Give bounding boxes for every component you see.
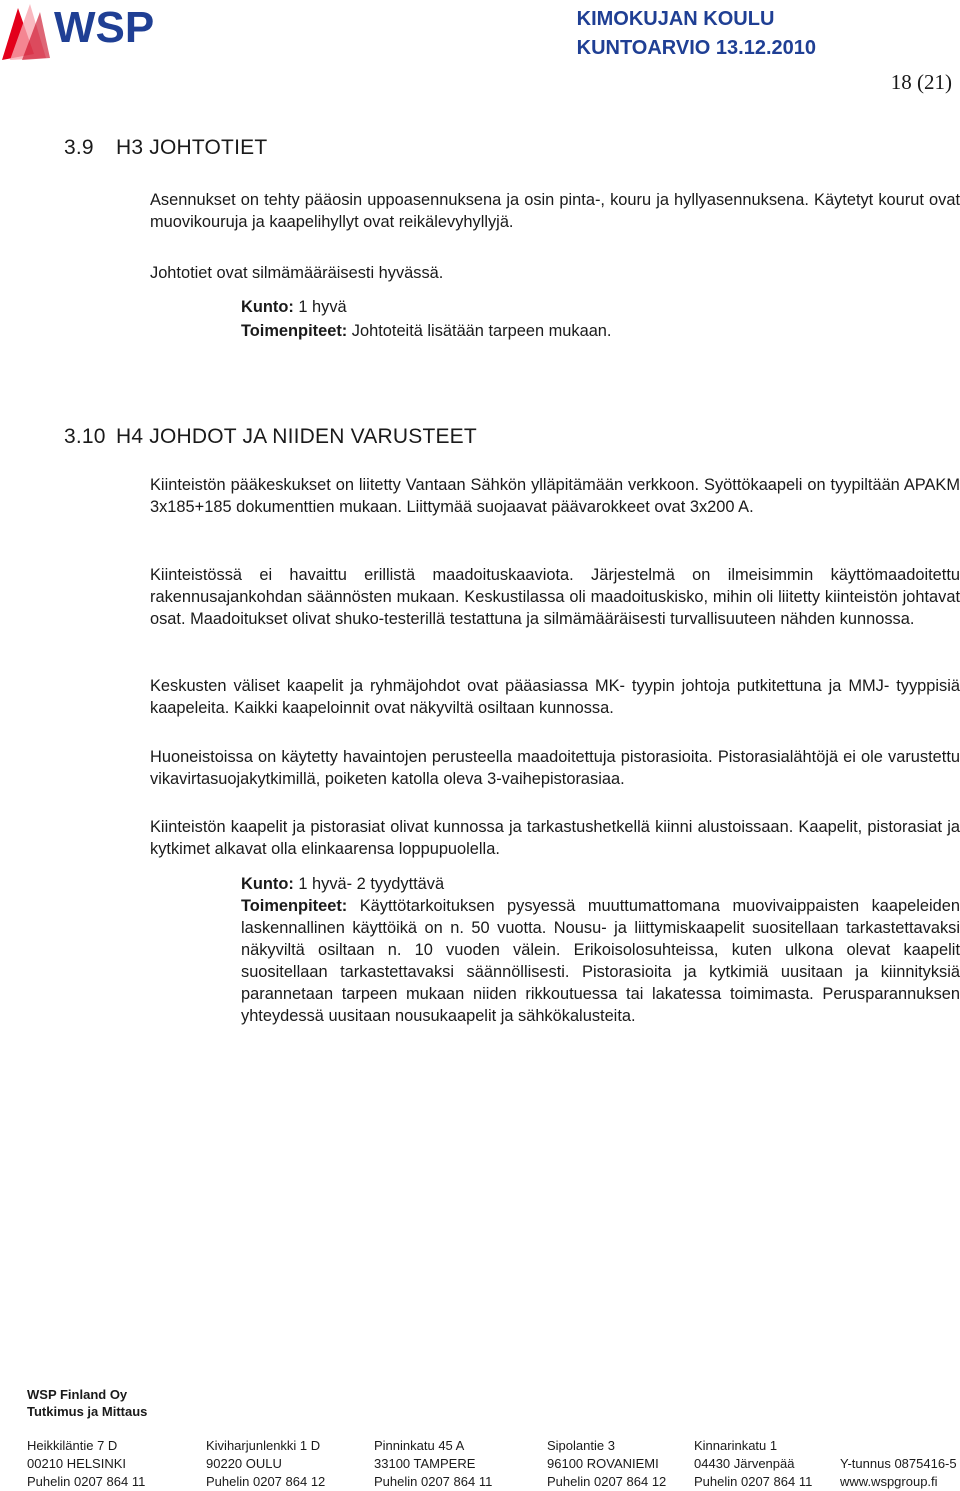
section-number: 3.9 [64, 136, 94, 159]
footer-line: 04430 Järvenpää [694, 1456, 795, 1471]
section-title: H3 JOHTOTIET [116, 136, 268, 159]
section-heading-3-9 [64, 136, 267, 160]
footer-company-name: WSP Finland Oy [27, 1387, 128, 1402]
footer-address-rovaniemi [547, 1437, 666, 1491]
footer-line: Kinnarinkatu 1 [694, 1438, 778, 1453]
footer-line: Sipolantie 3 [547, 1438, 615, 1453]
footer-address-oulu [206, 1437, 325, 1491]
wsp-logo-icon [0, 0, 200, 62]
footer-address-helsinki [27, 1437, 145, 1491]
header-title-line1: KIMOKUJAN KOULU [576, 8, 775, 30]
footer-line: Puhelin 0207 864 11 [694, 1474, 813, 1489]
kunto-value: 1 hyvä [293, 298, 347, 316]
footer-line: 90220 OULU [206, 1456, 282, 1471]
footer-line: Puhelin 0207 864 12 [547, 1474, 667, 1489]
footer-line: Puhelin 0207 864 11 [27, 1474, 146, 1489]
toimenpiteet-value: Johtoteitä lisätään tarpeen mukaan. [347, 322, 612, 340]
section-number: 3.10 [64, 425, 106, 448]
footer-company-info [840, 1437, 957, 1491]
footer-line: Pinninkatu 45 A [374, 1438, 465, 1453]
footer-line: 00210 HELSINKI [27, 1456, 127, 1471]
section-heading-3-10 [64, 425, 477, 449]
footer-business-id: Y-tunnus 0875416-5 [840, 1456, 957, 1471]
footer-company [27, 1386, 147, 1420]
document-header-title [577, 5, 816, 63]
toimenpiteet-label: Toimenpiteet: [241, 897, 348, 915]
footer-division: Tutkimus ja Mittaus [27, 1404, 148, 1419]
header-title-line2: KUNTOARVIO 13.12.2010 [576, 37, 816, 59]
footer-line: Puhelin 0207 864 11 [374, 1474, 493, 1489]
paragraph: Kiinteistön pääkeskukset on liitetty Vantaan Sähkön ylläpitämään verkkoon. Syöttökaapeli on tyypiltään APAKM 3x185+185 dokumenttien mukaan. Liittymää suojaavat päävarokkeet ovat 3x200 A. [150, 476, 960, 516]
toimenpiteet-label: Toimenpiteet: [241, 322, 348, 340]
toimenpiteet-value: Käyttötarkoituksen pysyessä muuttumattomana muovivaippaisten kaapeleiden laskennallinen käyttöikä on n. 50 vuotta. Nousu- ja liittymiskaapelit suositellaan tarkastettavaksi näkyviltä osiltaan n. 10 vuoden välein. Erikoisolosuhteissa, kuten ulkona olevat kaapelit suositellaan tarkastettavaksi säännöllisesti. Pistorasioita ja kytkimiä uusitaan ja kiinnityksiä parannetaan tarpeen mukaan niiden rikkoutuessa tai lakatessa toimimasta. Perusparannuksen yhteydessä uusitaan nousukaapelit ja sähkökalusteita. [241, 897, 960, 1025]
footer-line: Heikkiläntie 7 D [27, 1438, 118, 1453]
svg-text:WSP: WSP [54, 3, 155, 52]
footer-line: 96100 ROVANIEMI [547, 1456, 659, 1471]
section-title: H4 JOHDOT JA NIIDEN VARUSTEET [116, 425, 477, 448]
paragraph: Johtotiet ovat silmämääräisesti hyvässä. [150, 264, 444, 282]
paragraph: Kiinteistön kaapelit ja pistorasiat olivat kunnossa ja tarkastushetkellä kiinni alustoissaan. Kaapelit, pistorasiat ja kytkimet alkavat olla elinkaarensa loppupuolella. [150, 818, 960, 858]
actions-paragraph [241, 895, 960, 1027]
paragraph: Kiinteistössä ei havaittu erillistä maadoituskaaviota. Järjestelmä on ilmeisimmin käyttömaadoitettu rakennusajankohdan säännösten mukaan. Keskustilassa oli maadoituskisko, mihin oli liitetty kiinteistön johtavat osat. Maadoitukset olivat shuko-testerillä testattuna ja silmämääräisesti turvallisuuteen nähden kunnossa. [150, 566, 960, 628]
footer-line: Puhelin 0207 864 12 [206, 1474, 326, 1489]
footer-line: Kiviharjunlenkki 1 D [206, 1438, 321, 1453]
footer-website-link[interactable]: www.wspgroup.fi [840, 1474, 938, 1489]
footer-address-tampere [374, 1437, 492, 1491]
wsp-logo [0, 0, 200, 62]
actions-line [241, 320, 960, 342]
condition-line [241, 296, 960, 318]
kunto-label: Kunto: [241, 298, 294, 316]
paragraph: Asennukset on tehty pääosin uppoasennuksena ja osin pinta-, kouru ja hyllyasennuksena. Käytetyt kourut ovat muovikouruja ja kaapelihyllyt ovat reikälevyhyllyjä. [150, 191, 960, 231]
footer-line [840, 1437, 957, 1455]
kunto-label: Kunto: [241, 875, 294, 893]
page-number: 18 (21) [890, 70, 952, 94]
paragraph: Keskusten väliset kaapelit ja ryhmäjohdot ovat pääasiassa MK- tyypin johtoja putkitettuna ja MMJ- tyyppisiä kaapeleita. Kaikki kaapeloinnit ovat näkyviltä osiltaan kunnossa. [150, 677, 960, 717]
condition-line [241, 873, 960, 895]
kunto-value: 1 hyvä- 2 tyydyttävä [293, 875, 445, 893]
footer-address-jarvenpaa [694, 1437, 812, 1491]
paragraph: Huoneistoissa on käytetty havaintojen perusteella maadoitettuja pistorasioita. Pistorasialähtöjä ei ole varustettu vikavirtasuojakytkimillä, poiketen katolla oleva 3-vaihepistorasiaa. [150, 748, 960, 788]
footer-line: 33100 TAMPERE [374, 1456, 476, 1471]
